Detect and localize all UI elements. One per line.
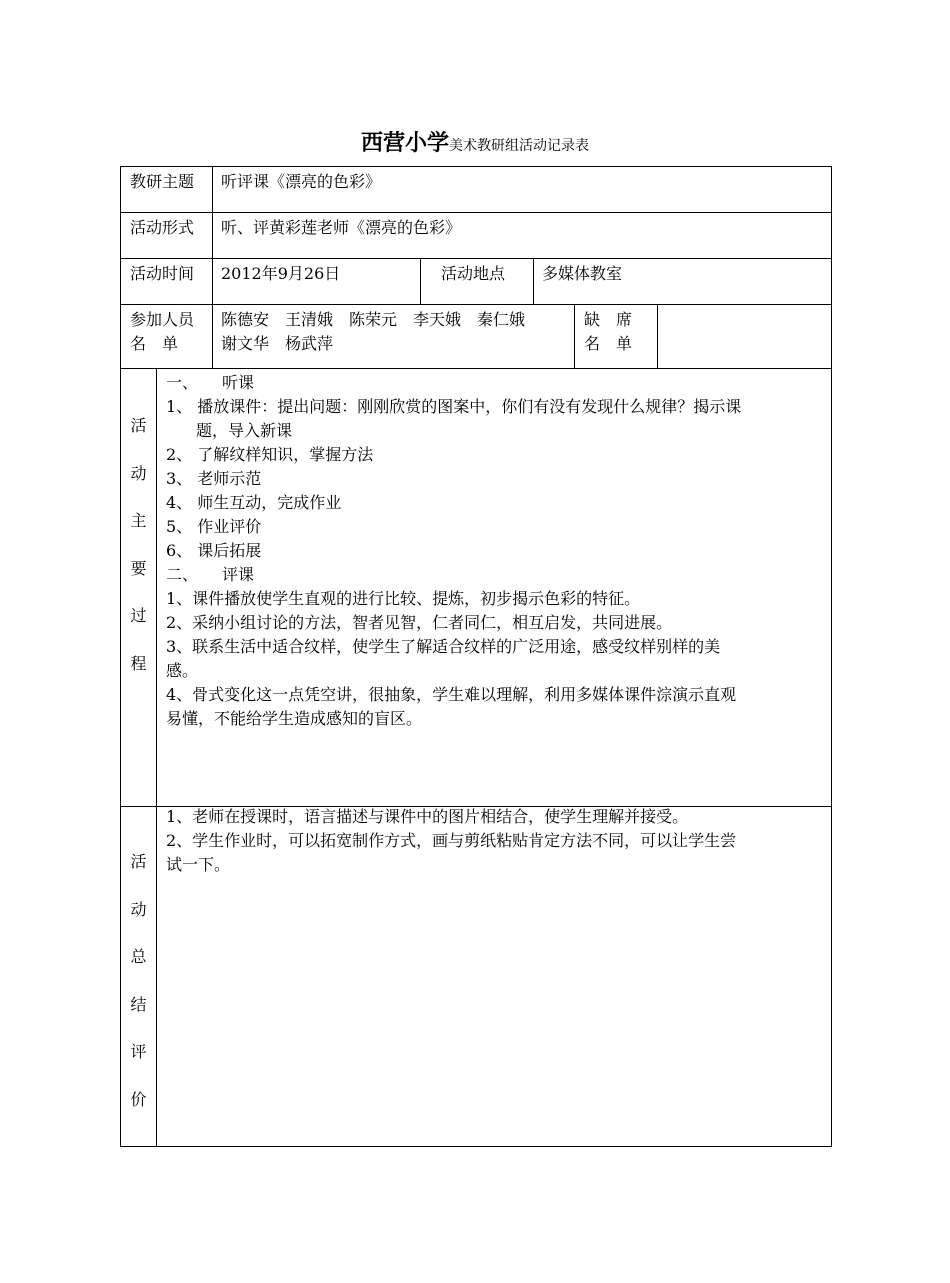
form-subtitle: 美术教研组活动记录表 bbox=[449, 138, 589, 154]
process-label-char: 过 bbox=[130, 606, 147, 625]
summary-label-char: 动 bbox=[130, 899, 147, 919]
row-divider bbox=[120, 368, 832, 369]
row-divider bbox=[120, 258, 832, 259]
process-line: 2、采纳小组讨论的方法，智者见智，仁者同仁，相互启发，共同进展。 bbox=[166, 613, 673, 632]
table-border bbox=[831, 166, 832, 1147]
summary-line: 2、学生作业时，可以拓宽制作方式，画与剪纸粘贴肯定方法不同，可以让学生尝 bbox=[166, 831, 737, 850]
summary-label bbox=[121, 850, 156, 1135]
column-divider bbox=[156, 368, 157, 1147]
summary-line: 试一下。 bbox=[166, 855, 231, 874]
participants-label bbox=[130, 308, 194, 356]
process-line: 1、课件播放使学生直观的进行比较、提炼，初步揭示色彩的特征。 bbox=[166, 589, 641, 608]
table-border bbox=[120, 1146, 832, 1147]
absent-label bbox=[584, 308, 632, 356]
row-divider bbox=[120, 304, 832, 305]
place-label: 活动地点 bbox=[441, 264, 506, 283]
process-line: 3、联系生活中适合纹样，使学生了解适合纹样的广泛用途，感受纹样别样的美 bbox=[166, 637, 721, 656]
participants-line1: 陈德安 王清娥 陈荣元 李天娥 秦仁娥 bbox=[221, 310, 526, 329]
column-divider bbox=[657, 304, 658, 368]
time-label: 活动时间 bbox=[130, 264, 195, 283]
process-line: 题，导入新课 bbox=[196, 421, 293, 440]
participants-list bbox=[221, 308, 525, 356]
process-line: 3、 老师示范 bbox=[166, 469, 262, 488]
process-label-char: 活 bbox=[130, 416, 147, 435]
process-line: 4、 师生互动，完成作业 bbox=[166, 493, 342, 512]
summary-label-char: 活 bbox=[130, 852, 147, 871]
summary-line: 1、老师在授课时，语言描述与课件中的图片相结合，使学生理解并接受。 bbox=[166, 807, 689, 826]
process-line: 感。 bbox=[166, 661, 199, 680]
summary-label-char: 总 bbox=[130, 947, 147, 966]
summary-content bbox=[166, 805, 826, 877]
process-line: 5、 作业评价 bbox=[166, 517, 262, 536]
form-value: 听、评黄彩莲老师《漂亮的色彩》 bbox=[221, 218, 462, 237]
process-content bbox=[166, 371, 826, 731]
process-label bbox=[121, 414, 156, 699]
process-label-char: 程 bbox=[130, 653, 147, 673]
time-value: 2012年9月26日 bbox=[221, 264, 341, 283]
page-title bbox=[0, 126, 950, 157]
process-line: 2、 了解纹样知识，掌握方法 bbox=[166, 445, 374, 464]
process-line: 一、 听课 bbox=[166, 373, 255, 392]
column-divider bbox=[420, 258, 421, 304]
process-label-char: 要 bbox=[130, 558, 147, 578]
row-divider bbox=[120, 212, 832, 213]
process-line: 1、 播放课件：提出问题：刚刚欣赏的图案中，你们有没有发现什么规律？揭示课 bbox=[166, 397, 742, 416]
summary-label-char: 价 bbox=[130, 1089, 147, 1109]
process-line: 二、 评课 bbox=[166, 565, 255, 584]
participants-line2: 谢文华 杨武萍 bbox=[221, 334, 334, 353]
process-label-char: 主 bbox=[130, 511, 147, 530]
topic-label: 教研主题 bbox=[130, 172, 195, 191]
process-line: 4、骨式变化这一点凭空讲，很抽象，学生难以理解，利用多媒体课件淙演示直观 bbox=[166, 685, 737, 704]
table-border bbox=[120, 166, 832, 167]
column-divider bbox=[212, 166, 213, 368]
absent-label-line1: 缺 席 bbox=[584, 310, 633, 329]
process-line: 6、 课后拓展 bbox=[166, 541, 262, 560]
participants-label-line1: 参加人员 bbox=[130, 310, 195, 329]
place-value: 多媒体教室 bbox=[542, 264, 623, 283]
topic-value: 听评课《漂亮的色彩》 bbox=[221, 172, 382, 191]
school-name: 西营小学 bbox=[360, 131, 449, 156]
absent-label-line2: 名 单 bbox=[584, 334, 633, 353]
column-divider bbox=[533, 258, 534, 304]
participants-label-line2: 名 单 bbox=[130, 334, 179, 353]
process-line: 易懂，不能给学生造成感知的盲区。 bbox=[166, 709, 423, 728]
summary-label-char: 结 bbox=[130, 994, 147, 1014]
summary-label-char: 评 bbox=[130, 1042, 147, 1061]
form-label: 活动形式 bbox=[130, 218, 195, 237]
column-divider bbox=[574, 304, 575, 368]
process-label-char: 动 bbox=[130, 463, 147, 483]
